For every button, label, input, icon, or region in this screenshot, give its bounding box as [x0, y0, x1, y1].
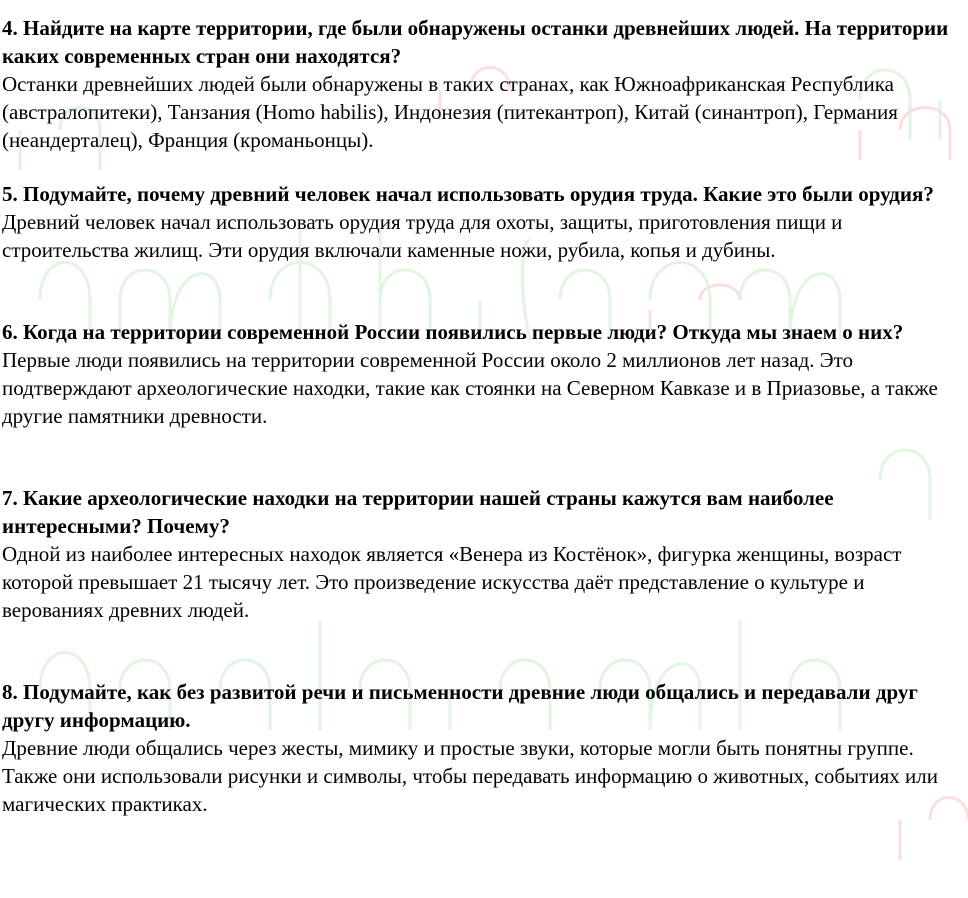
- question-5: 5. Подумайте, почему древний человек начал использовать орудия труда. Какие это были орудия?: [2, 182, 934, 206]
- question-4: 4. Найдите на карте территории, где были обнаружены останки древнейших людей. На территории каких современных стран они находятся?: [2, 16, 949, 68]
- question-7: 7. Какие археологические находки на территории нашей страны кажутся вам наиболее интересными? Почему?: [2, 486, 834, 538]
- qa-item-8: [2, 678, 968, 818]
- qa-item-7: [2, 484, 968, 624]
- spacer: [2, 154, 968, 180]
- answer-8: Древние люди общались через жесты, мимику и простые звуки, которые могли быть понятны группе. Также они использовали рисунки и символы, чтобы передавать информацию о животных, событиях или магических практиках.: [2, 736, 938, 816]
- spacer: [2, 430, 968, 484]
- answer-5: Древний человек начал использовать орудия труда для охоты, защиты, приготовления пищи и строительства жилищ. Эти орудия включали каменные ножи, рубила, копья и дубины.: [2, 210, 843, 262]
- qa-item-4: [2, 14, 968, 154]
- answer-6: Первые люди появились на территории современной России около 2 миллионов лет назад. Это подтверждают археологические находки, такие как стоянки на Северном Кавказе и в Приазовье, а также другие памятники древности.: [2, 348, 938, 428]
- qa-item-5: [2, 180, 968, 264]
- question-6: 6. Когда на территории современной России появились первые люди? Откуда мы знаем о них?: [2, 320, 904, 344]
- spacer: [2, 624, 968, 678]
- spacer: [2, 264, 968, 318]
- answer-4: Останки древнейших людей были обнаружены в таких странах, как Южноафриканская Республика (австралопитеки), Танзания (Homo habilis), Индонезия (питекантроп), Китай (синантроп), Германия (неандерталец), Франция (кроманьонцы).: [2, 72, 898, 152]
- qa-item-6: [2, 318, 968, 430]
- answer-7: Одной из наиболее интересных находок является «Венера из Костёнок», фигурка женщины, возраст которой превышает 21 тысячу лет. Это произведение искусства даёт представление о культуре и верованиях древних людей.: [2, 542, 902, 622]
- question-8: 8. Подумайте, как без развитой речи и письменности древние люди общались и передавали друг другу информацию.: [2, 680, 918, 732]
